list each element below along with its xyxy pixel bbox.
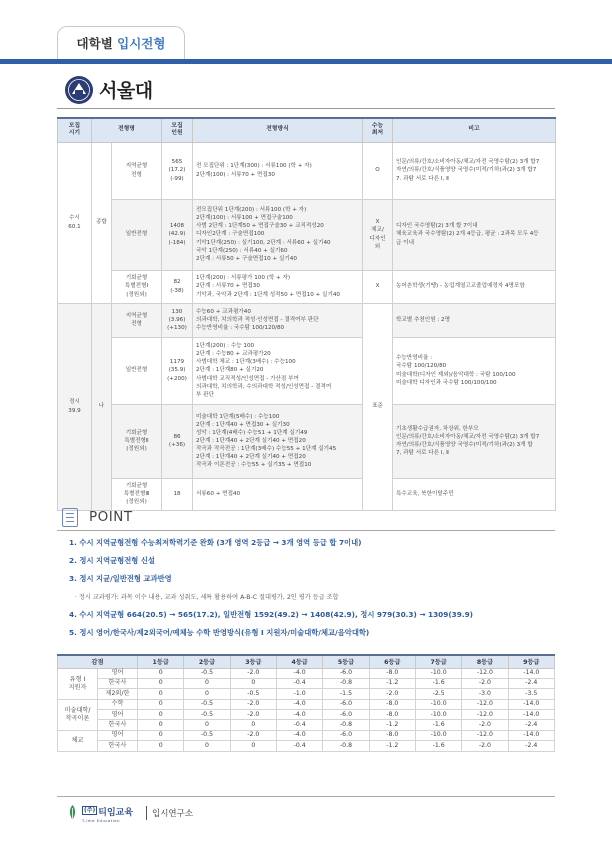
min-cell: O [363, 142, 393, 199]
value-cell: -6.0 [323, 668, 369, 678]
value-cell: 0 [230, 741, 276, 751]
method-cell: 전모집단위 1단계(200) : 서류100 (학 + 자) 2단계(100) : 서류100 + 면접구술100 사범 2단계 : 1단계50 + 면접구술30 + 교직적성20 디자인2단계 : 구술면접100 기악1단계(250) : 실기100, 2단계 : 서류60 + 실기40 국악 1단계(250) : 서류40 + 실기60 2단계 : 서류50 + 구술면접10 + 실기40 [193, 199, 363, 270]
value-cell: 0 [138, 710, 184, 720]
count-cell: 82 (-38) [162, 270, 193, 303]
university-emblem-icon [64, 75, 94, 105]
value-cell: -2.0 [230, 699, 276, 709]
col-name: 전형명 [92, 118, 162, 142]
col-grade: 2등급 [184, 655, 230, 668]
subject-cell: 한국사 [98, 741, 138, 751]
value-cell: -14.0 [508, 730, 554, 740]
deduction-row [58, 689, 555, 699]
brand-mark-icon [68, 805, 77, 820]
note-cell: 수능반영비율 : 국수탐 100/120/80 미술대학(디자인 제외)/음악대학 : 국탐 100/100 미술대학 디자인과 국수탐 100/100/100 [393, 337, 556, 404]
count-cell: 1408 (42.9) (-184) [162, 199, 193, 270]
section-tab [57, 26, 185, 60]
value-cell: -4.0 [276, 668, 322, 678]
col-grade: 3등급 [230, 655, 276, 668]
value-cell: -6.0 [323, 699, 369, 709]
group-label: 체교 [58, 730, 98, 751]
value-cell: -4.0 [276, 699, 322, 709]
value-cell: -2.0 [462, 720, 508, 730]
value-cell: -4.0 [276, 710, 322, 720]
deduction-row [58, 668, 555, 678]
subject-cell: 한국사 [98, 720, 138, 730]
value-cell: -14.0 [508, 699, 554, 709]
table-row [58, 478, 556, 510]
value-cell: -1.6 [415, 720, 461, 730]
col-deduction: 감점 [58, 655, 138, 668]
count-cell: 1179 (35.9) (+200) [162, 337, 193, 404]
value-cell: -0.5 [184, 710, 230, 720]
point-item: 5. 정시 영어/한국사/제2외국어/예체능 수학 반영방식(유형 Ⅰ 지원자/미술대학/체교/음악대학) [69, 628, 370, 637]
min-cell: 표준 [363, 303, 393, 510]
value-cell: -10.0 [415, 699, 461, 709]
table-header-row [58, 118, 556, 142]
admission-table [57, 117, 556, 511]
value-cell: 0 [138, 678, 184, 688]
footer-label: 입시연구소 [152, 809, 194, 819]
value-cell: -14.0 [508, 710, 554, 720]
method-cell: 전 모집단위 : 1단계(300) : 서류100 (학 + 자) 2단계(100) : 서류70 + 면접30 [193, 142, 363, 199]
col-grade: 5등급 [323, 655, 369, 668]
note-cell: 특수교육, 북한이탈주민 [393, 478, 556, 510]
document-icon [62, 508, 78, 527]
method-cell: 미술대학 1단계(5배수) : 수능100 2단계 : 1단계40 + 면접30 + 실기30 성악 : 1단계(4배수) 수능51 + 1단계 실기49 2단계 : 1단계40 + 2단계 실기40 + 면접20 작곡과 작곡전공 : 1단계(3배수) 수능55 + 1단계 실기45 2단계 : 1단계40 + 2단계 실기40 + 면접20 작곡과 이론전공 : 수능55 + 실기35 + 면접10 [193, 404, 363, 478]
value-cell: -6.0 [323, 710, 369, 720]
count-cell: 565 (17.2) (-99) [162, 142, 193, 199]
subject-cell: 영어 [98, 730, 138, 740]
value-cell: -0.5 [230, 689, 276, 699]
subject-cell: 수학 [98, 699, 138, 709]
value-cell: -10.0 [415, 668, 461, 678]
value-cell: -2.0 [230, 730, 276, 740]
footer-divider [57, 796, 555, 797]
university-name: 서울대 [99, 80, 153, 102]
value-cell: -2.0 [462, 741, 508, 751]
col-grade: 9등급 [508, 655, 554, 668]
name-cell: 일반전형 [112, 199, 162, 270]
value-cell: -1.5 [323, 689, 369, 699]
name-cell: 기회균형 특별전형Ⅰ (정원외) [112, 270, 162, 303]
tab-title-black: 대학별 [76, 36, 113, 51]
value-cell: -1.6 [415, 678, 461, 688]
col-method: 전형방식 [193, 118, 363, 142]
value-cell: -10.0 [415, 710, 461, 720]
count-cell: 18 [162, 478, 193, 510]
value-cell: -3.0 [462, 689, 508, 699]
value-cell: 0 [138, 668, 184, 678]
value-cell: -0.5 [184, 699, 230, 709]
value-cell: -2.4 [508, 678, 554, 688]
table-row [58, 199, 556, 270]
footer-logo [64, 804, 144, 828]
col-grade: 4등급 [276, 655, 322, 668]
brand-english: T-ime Education [82, 818, 121, 823]
deduction-row [58, 710, 555, 720]
value-cell: -12.0 [462, 668, 508, 678]
point-divider [57, 530, 555, 531]
count-cell: 86 (+36) [162, 404, 193, 478]
value-cell: -0.8 [323, 741, 369, 751]
deduction-table [57, 654, 555, 752]
method-cell: 서류60 + 면접40 [193, 478, 363, 510]
point-title: POINT [89, 509, 133, 525]
value-cell: 0 [184, 741, 230, 751]
value-cell: -2.4 [508, 720, 554, 730]
min-cell: X 체교/ 디자인 외 [363, 199, 393, 270]
col-min: 수능 최저 [363, 118, 393, 142]
value-cell: -8.0 [369, 710, 415, 720]
method-cell: 수능60 + 교과평가40 의과대학, 치의학과 적성·인성면접 - 결격여부 판단 수능반영비율 : 국수탐 100/120/80 [193, 303, 363, 337]
group-label: 유형 Ⅰ 지원자 [58, 668, 98, 699]
value-cell: 0 [138, 741, 184, 751]
name-cell: 지역균형 전형 [112, 142, 162, 199]
deduction-row [58, 678, 555, 688]
value-cell: -2.0 [230, 710, 276, 720]
value-cell: -3.5 [508, 689, 554, 699]
point-subitem: · 정시 교과평가: 과목 이수 내용, 교과 성취도, 세특 활용하여 A-B-C 절대평가, 2인 평가 등급 조합 [75, 594, 339, 601]
deduction-row [58, 720, 555, 730]
value-cell: -1.2 [369, 720, 415, 730]
deduction-row [58, 741, 555, 751]
value-cell: -0.4 [276, 741, 322, 751]
note-cell: 기초생활수급권자, 차상위, 한부모 인문/의류/간호/소비자아동/체교/자전 국영수탐(2) 3개 합7 자연/의류/간호/식품영양 국영수(미적/기하)과(2) 3개 합 7, 과탐 서로 다른 Ⅰ, Ⅱ [393, 404, 556, 478]
name-cell: 일반전형 [112, 337, 162, 404]
value-cell: -0.5 [184, 730, 230, 740]
value-cell: -0.4 [276, 678, 322, 688]
method-cell: 1단계(200) : 수능 100 2단계 : 수능80 + 교과평가20 사범대학 체교 : 1단계(3배수) : 수능100 2단계 : 1단계80 + 실기20 사범대학 교직적성/인성면접 - 가산점 부여 의과대학, 치의학과, 수의과대학 적성/인성면접 - 결격여 부 판단 [193, 337, 363, 404]
value-cell: 0 [138, 699, 184, 709]
col-grade: 6등급 [369, 655, 415, 668]
value-cell: -2.0 [369, 689, 415, 699]
value-cell: -8.0 [369, 730, 415, 740]
period-cell: 수시 60.1 [58, 142, 92, 303]
value-cell: -14.0 [508, 668, 554, 678]
title-divider [57, 108, 555, 109]
col-grade: 1등급 [138, 655, 184, 668]
value-cell: -0.5 [184, 668, 230, 678]
name-cell: 지역균형 전형 [112, 303, 162, 337]
value-cell: -1.0 [276, 689, 322, 699]
subject-cell: 제2외/한 [98, 689, 138, 699]
value-cell: -2.0 [462, 678, 508, 688]
point-item: 3. 정시 지균/일반전형 교과반영 [69, 574, 172, 583]
name-cell: 기회균형 특별전형Ⅲ (정원외) [112, 478, 162, 510]
deduction-row [58, 730, 555, 740]
table-row [58, 142, 556, 199]
deduction-header-row [58, 655, 555, 668]
subject-cell: 영어 [98, 668, 138, 678]
point-item: 2. 정시 지역균형전형 신설 [69, 556, 155, 565]
group-cell: 종합 [92, 142, 112, 303]
col-count: 모집 인원 [162, 118, 193, 142]
value-cell: -2.0 [230, 668, 276, 678]
tab-title-blue: 입시전형 [117, 36, 166, 51]
value-cell: 0 [230, 678, 276, 688]
value-cell: -2.5 [415, 689, 461, 699]
note-cell: 인문/의류/간호/소비자아동/체교/자전 국영수탐(2) 3개 합7 자연/의류/간호/식품영양 국영수(미적/기하)과(2) 3개 합7 7. 과탐 서로 다른 Ⅰ, Ⅱ [393, 142, 556, 199]
value-cell: -1.6 [415, 741, 461, 751]
point-item: 4. 수시 지역균형 664(20.5) → 565(17.2), 일반전형 1592(49.2) → 1408(42.9), 정시 979(30.3) → 1309(39.9) [69, 610, 474, 619]
value-cell: 0 [138, 720, 184, 730]
table-row [58, 337, 556, 404]
brand-small: (주) [84, 807, 96, 814]
note-cell: 디자인 국수영탐(2) 3개 합 7이내 체육교육과 국수영탐(2) 2개 4등급, 평균 : 2과목 모두 4등 급 이내 [393, 199, 556, 270]
group-label: 미술대학/ 작곡이론 [58, 699, 98, 730]
table-row [58, 270, 556, 303]
value-cell: -2.4 [508, 741, 554, 751]
method-cell: 1단계(200) : 서류평가 100 (학 + 자) 2단계 : 서류70 + 면접30 기악과, 국악과 2단계 : 1단계 성적50 + 면접10 + 실기40 [193, 270, 363, 303]
value-cell: -12.0 [462, 730, 508, 740]
value-cell: -6.0 [323, 730, 369, 740]
count-cell: 130 (3.96) (+130) [162, 303, 193, 337]
value-cell: -0.8 [323, 678, 369, 688]
table-row [58, 303, 556, 337]
footer-separator [146, 806, 147, 820]
header-bar [0, 59, 612, 64]
note-cell: 학교별 추천인원 : 2명 [393, 303, 556, 337]
name-cell: 기회균형 특별전형Ⅱ (정원외) [112, 404, 162, 478]
value-cell: 0 [184, 689, 230, 699]
value-cell: 0 [184, 720, 230, 730]
col-grade: 7등급 [415, 655, 461, 668]
group-cell: 나 [92, 303, 112, 510]
value-cell: 0 [138, 730, 184, 740]
value-cell: 0 [138, 689, 184, 699]
value-cell: -8.0 [369, 668, 415, 678]
point-item: 1. 수시 지역균형전형 수능최저학력기준 완화 (3개 영역 2등급 → 3개 영역 등급 합 7이내) [69, 538, 362, 547]
value-cell: -12.0 [462, 710, 508, 720]
value-cell: -0.8 [323, 720, 369, 730]
value-cell: -8.0 [369, 699, 415, 709]
subject-cell: 한국사 [98, 678, 138, 688]
value-cell: -4.0 [276, 730, 322, 740]
min-cell: X [363, 270, 393, 303]
value-cell: -1.2 [369, 678, 415, 688]
value-cell: -0.4 [276, 720, 322, 730]
value-cell: -12.0 [462, 699, 508, 709]
col-period: 모집 시기 [58, 118, 92, 142]
value-cell: -1.2 [369, 741, 415, 751]
value-cell: 0 [184, 678, 230, 688]
value-cell: 0 [230, 720, 276, 730]
subject-cell: 영어 [98, 710, 138, 720]
col-grade: 8등급 [462, 655, 508, 668]
table-row [58, 404, 556, 478]
note-cell: 농어촌학생(기땡) - 농업계열고교졸업예정자 4명포함 [393, 270, 556, 303]
period-cell: 정시 39.9 [58, 303, 92, 510]
deduction-row [58, 699, 555, 709]
value-cell: -10.0 [415, 730, 461, 740]
col-note: 비고 [393, 118, 556, 142]
brand-name: 티임교육 [98, 808, 134, 818]
